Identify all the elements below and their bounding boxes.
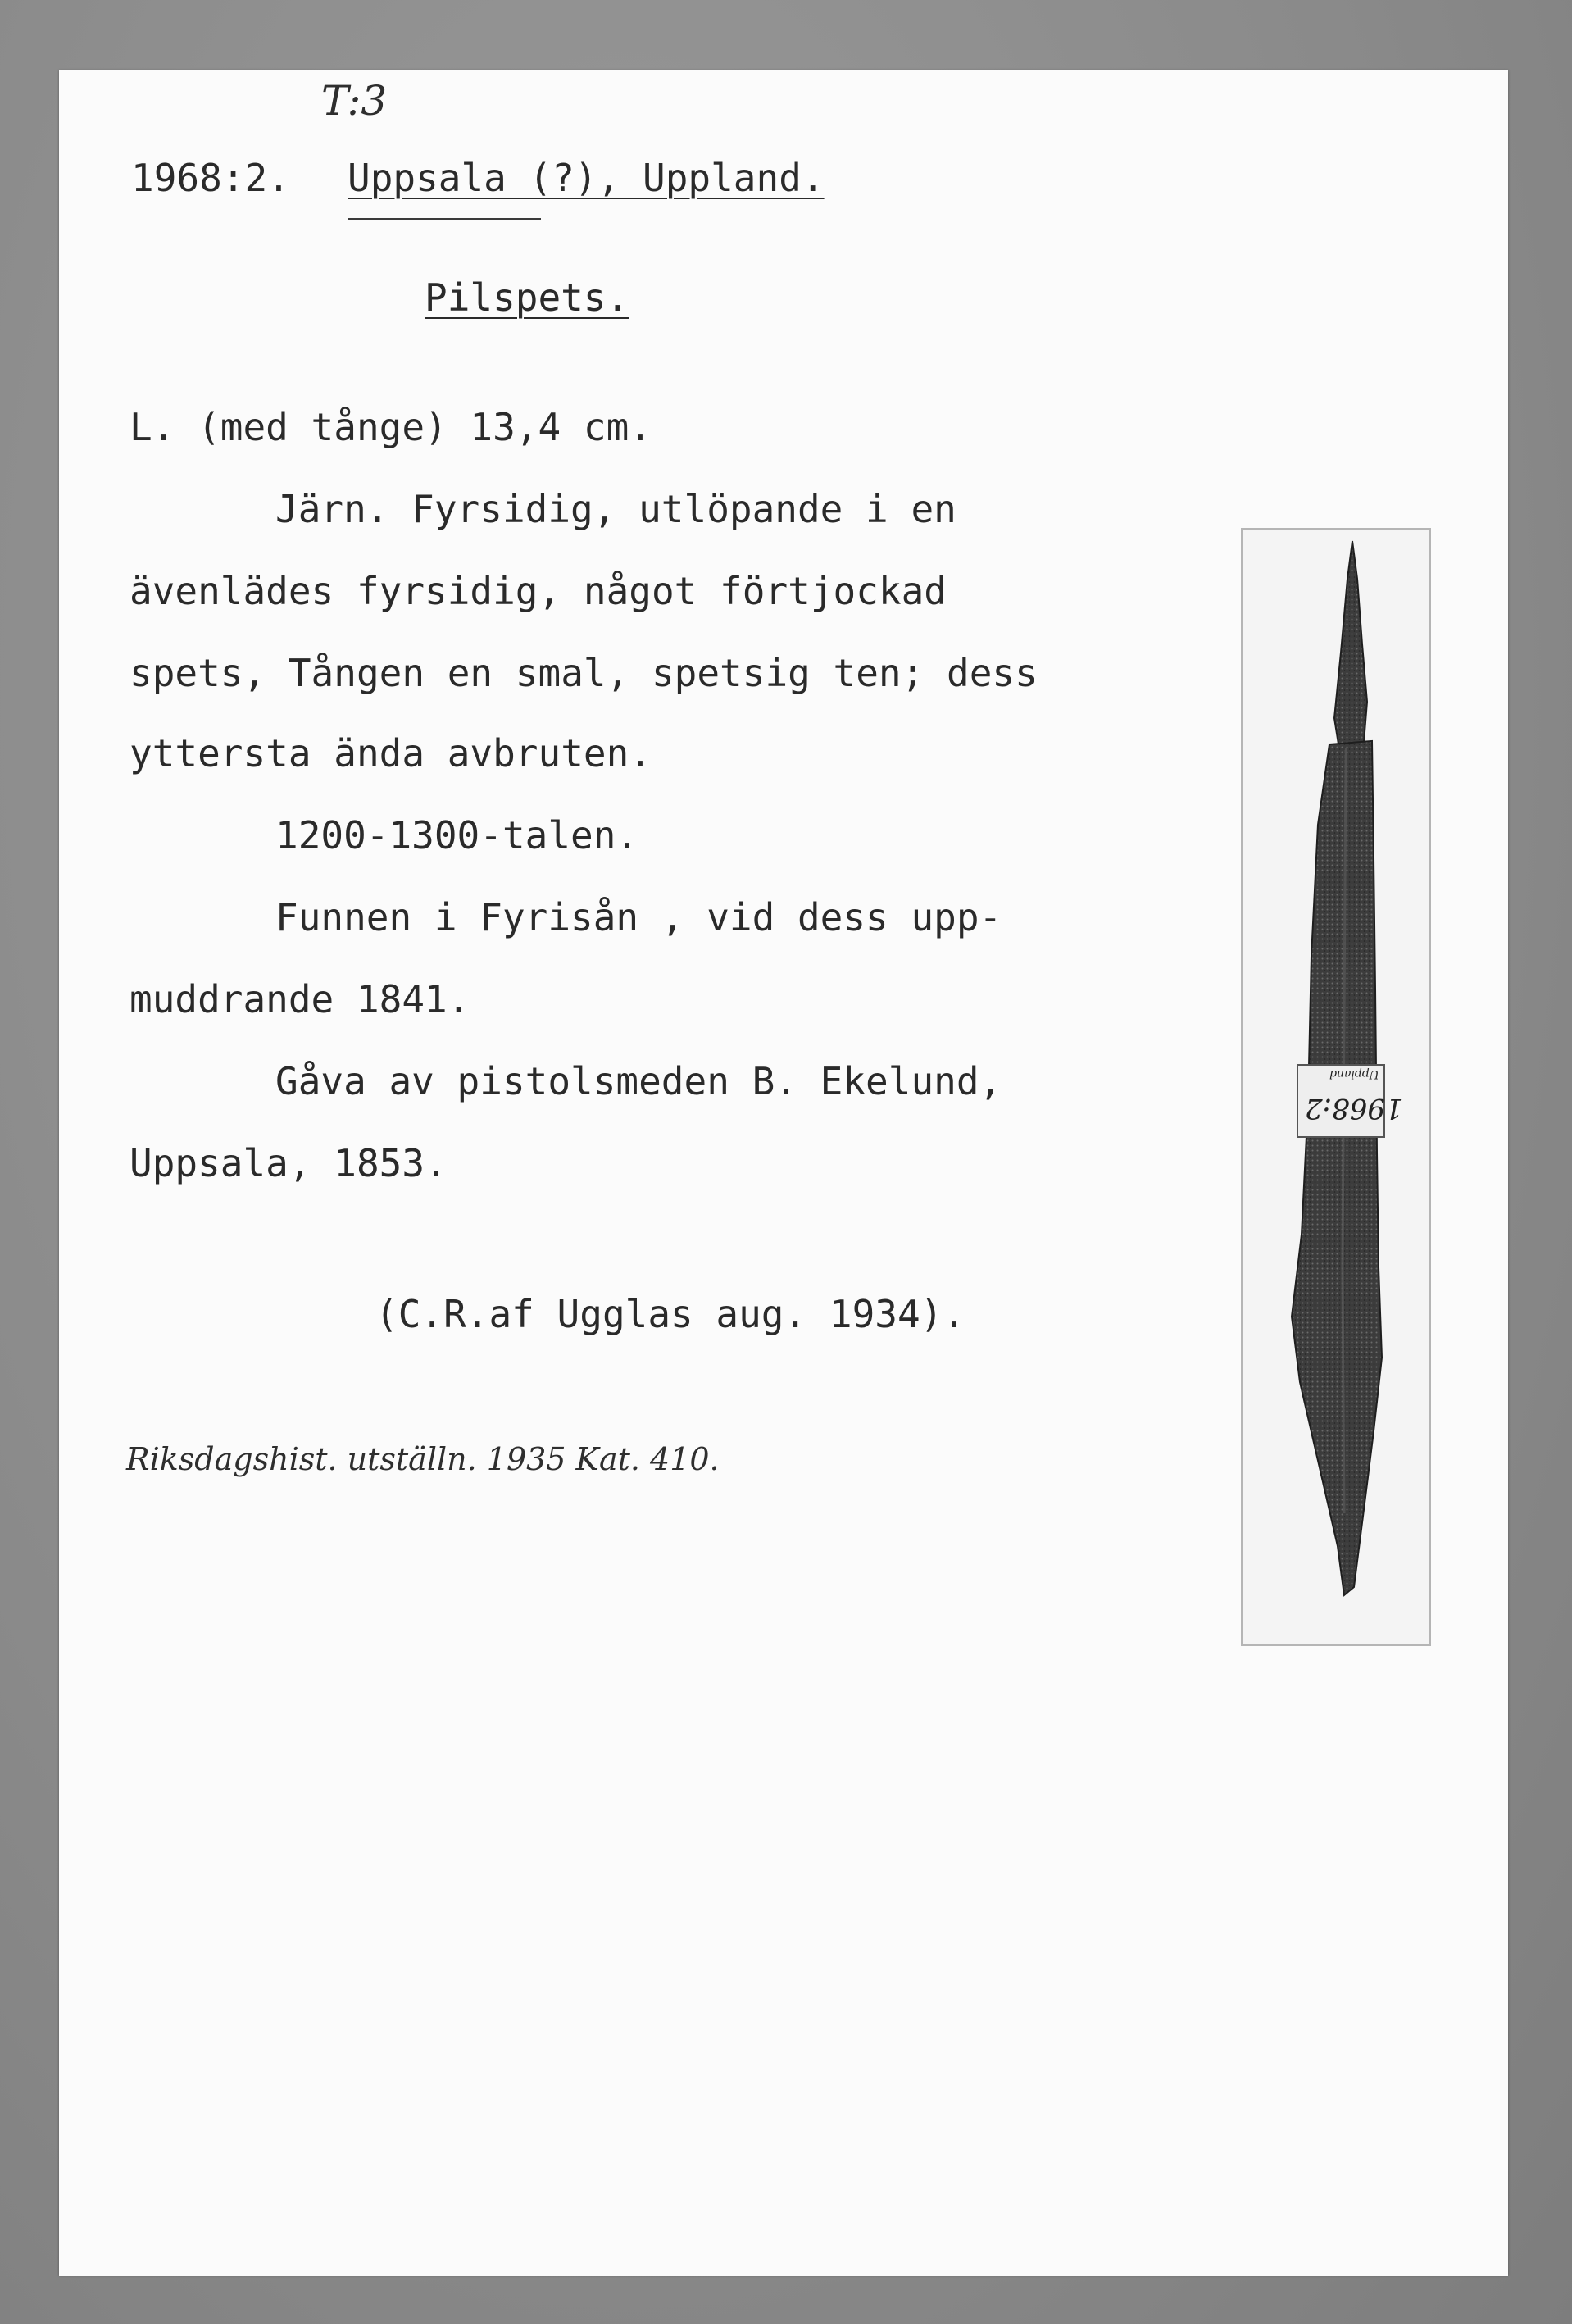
description-line-2: ävenlädes fyrsidig, något förtjockad: [129, 569, 947, 613]
handwritten-exhibition-note: Riksdagshist. utställn. 1935 Kat. 410.: [126, 1441, 720, 1477]
description-line-1: Järn. Fyrsidig, utlöpande i en: [275, 487, 956, 531]
measurement-line: L. (med tånge) 13,4 cm.: [129, 405, 652, 449]
donor-line-2: Uppsala, 1853.: [129, 1141, 448, 1185]
object-title: Pilspets.: [425, 275, 629, 320]
location-double-underline: [348, 218, 541, 220]
find-line-1: Funnen i Fyrisån , vid dess upp-: [275, 895, 1002, 939]
author-line: (C.R.af Ugglas aug. 1934).: [375, 1292, 966, 1336]
description-line-3: spets, Tången en smal, spetsig ten; dess: [129, 651, 1038, 695]
description-line-4: yttersta ända avbruten.: [129, 731, 652, 775]
museum-number-tag: [1297, 1064, 1403, 1138]
catalog-card: [59, 70, 1508, 2276]
catalog-number: 1968:2.: [131, 156, 290, 200]
donor-line-1: Gåva av pistolsmeden B. Ekelund,: [275, 1059, 1002, 1103]
shelf-mark: T:3: [321, 77, 388, 125]
tag-place: Uppland: [1329, 1067, 1379, 1080]
dating-line: 1200-1300-talen.: [275, 813, 639, 857]
arrowhead-photograph: [1241, 528, 1431, 1646]
find-line-2: muddrande 1841.: [129, 977, 470, 1021]
find-location: Uppsala (?), Uppland.: [348, 156, 825, 200]
tag-number: 1968:2: [1305, 1092, 1403, 1125]
